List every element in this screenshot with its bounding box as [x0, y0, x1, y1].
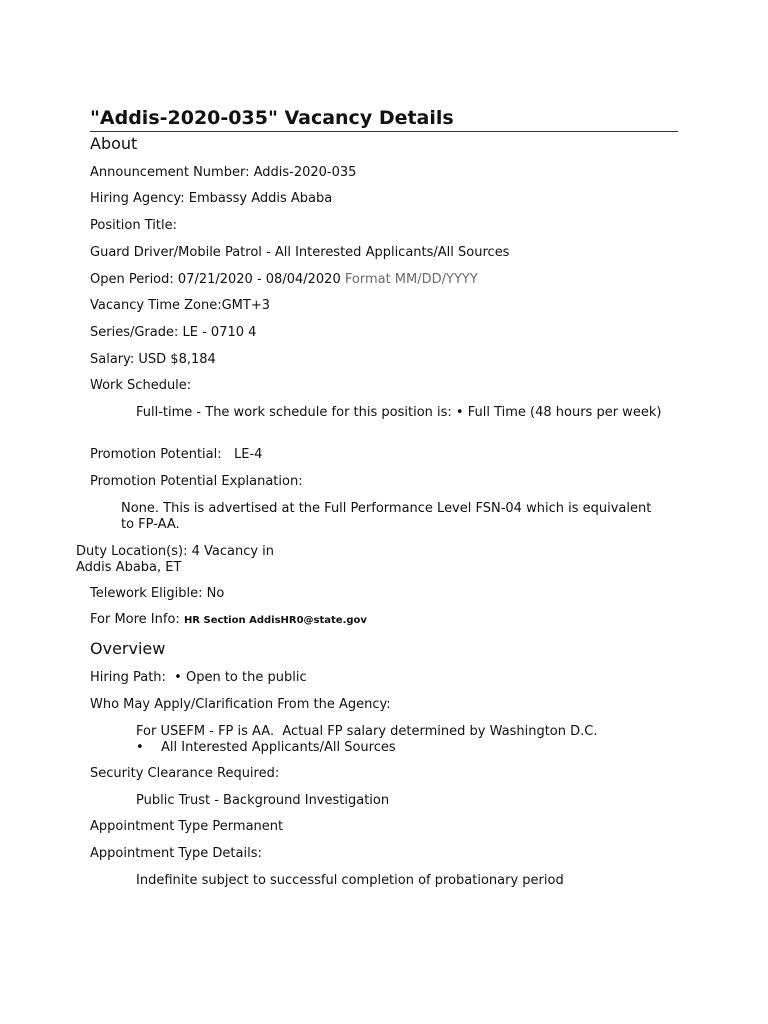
work-schedule-value: Full-time - The work schedule for this position is: • Full Time (48 hours per week): [136, 405, 662, 420]
open-period-format: Format MM/DD/YYYY: [344, 272, 478, 287]
announcement-number: Announcement Number: Addis-2020-035: [90, 165, 357, 180]
open-period: [90, 272, 478, 288]
who-may-apply-value: For USEFM - FP is AA. Actual FP salary determined by Washington D.C.: [136, 724, 598, 739]
hiring-path: Hiring Path: • Open to the public: [90, 670, 307, 685]
more-info: [90, 612, 367, 629]
vacancy-time-zone: Vacancy Time Zone:GMT+3: [90, 298, 270, 313]
duty-location-line2: Addis Ababa, ET: [76, 560, 182, 575]
overview-heading: Overview: [90, 639, 166, 658]
duty-location-line1: Duty Location(s): 4 Vacancy in: [76, 544, 275, 559]
page-title: "Addis-2020-035" Vacancy Details: [90, 106, 678, 132]
who-may-apply-bullet-item: [136, 740, 396, 756]
bullet-glyph: •: [136, 740, 144, 755]
duty-location: [76, 544, 274, 576]
appointment-details-label: Appointment Type Details:: [90, 846, 262, 861]
open-period-dates: Open Period: 07/21/2020 - 08/04/2020: [90, 272, 341, 287]
more-info-label: For More Info:: [90, 612, 180, 627]
appointment-type: Appointment Type Permanent: [90, 819, 284, 834]
promotion-explanation-label: Promotion Potential Explanation:: [90, 474, 303, 489]
salary: Salary: USD $8,184: [90, 352, 216, 367]
series-grade: Series/Grade: LE - 0710 4: [90, 325, 257, 340]
security-clearance-value: Public Trust - Background Investigation: [136, 793, 390, 808]
hiring-agency: Hiring Agency: Embassy Addis Ababa: [90, 191, 333, 206]
more-info-contact: HR Section AddisHR0@state.gov: [183, 615, 367, 626]
bullet-text: All Interested Applicants/All Sources: [161, 740, 396, 755]
work-schedule-label: Work Schedule:: [90, 378, 192, 393]
about-heading: About: [90, 134, 138, 153]
appointment-details-value: Indefinite subject to successful completion of probationary period: [136, 873, 564, 888]
who-may-apply-label: Who May Apply/Clarification From the Agency:: [90, 697, 391, 712]
security-clearance-label: Security Clearance Required:: [90, 766, 280, 781]
promotion-explanation-value: None. This is advertised at the Full Performance Level FSN-04 which is equivalent to FP-AA.: [121, 501, 652, 532]
position-title-value: Guard Driver/Mobile Patrol - All Interested Applicants/All Sources: [90, 245, 510, 260]
promotion-potential: Promotion Potential: LE-4: [90, 447, 263, 462]
position-title-label: Position Title:: [90, 218, 177, 233]
telework-eligible: Telework Eligible: No: [90, 586, 225, 601]
